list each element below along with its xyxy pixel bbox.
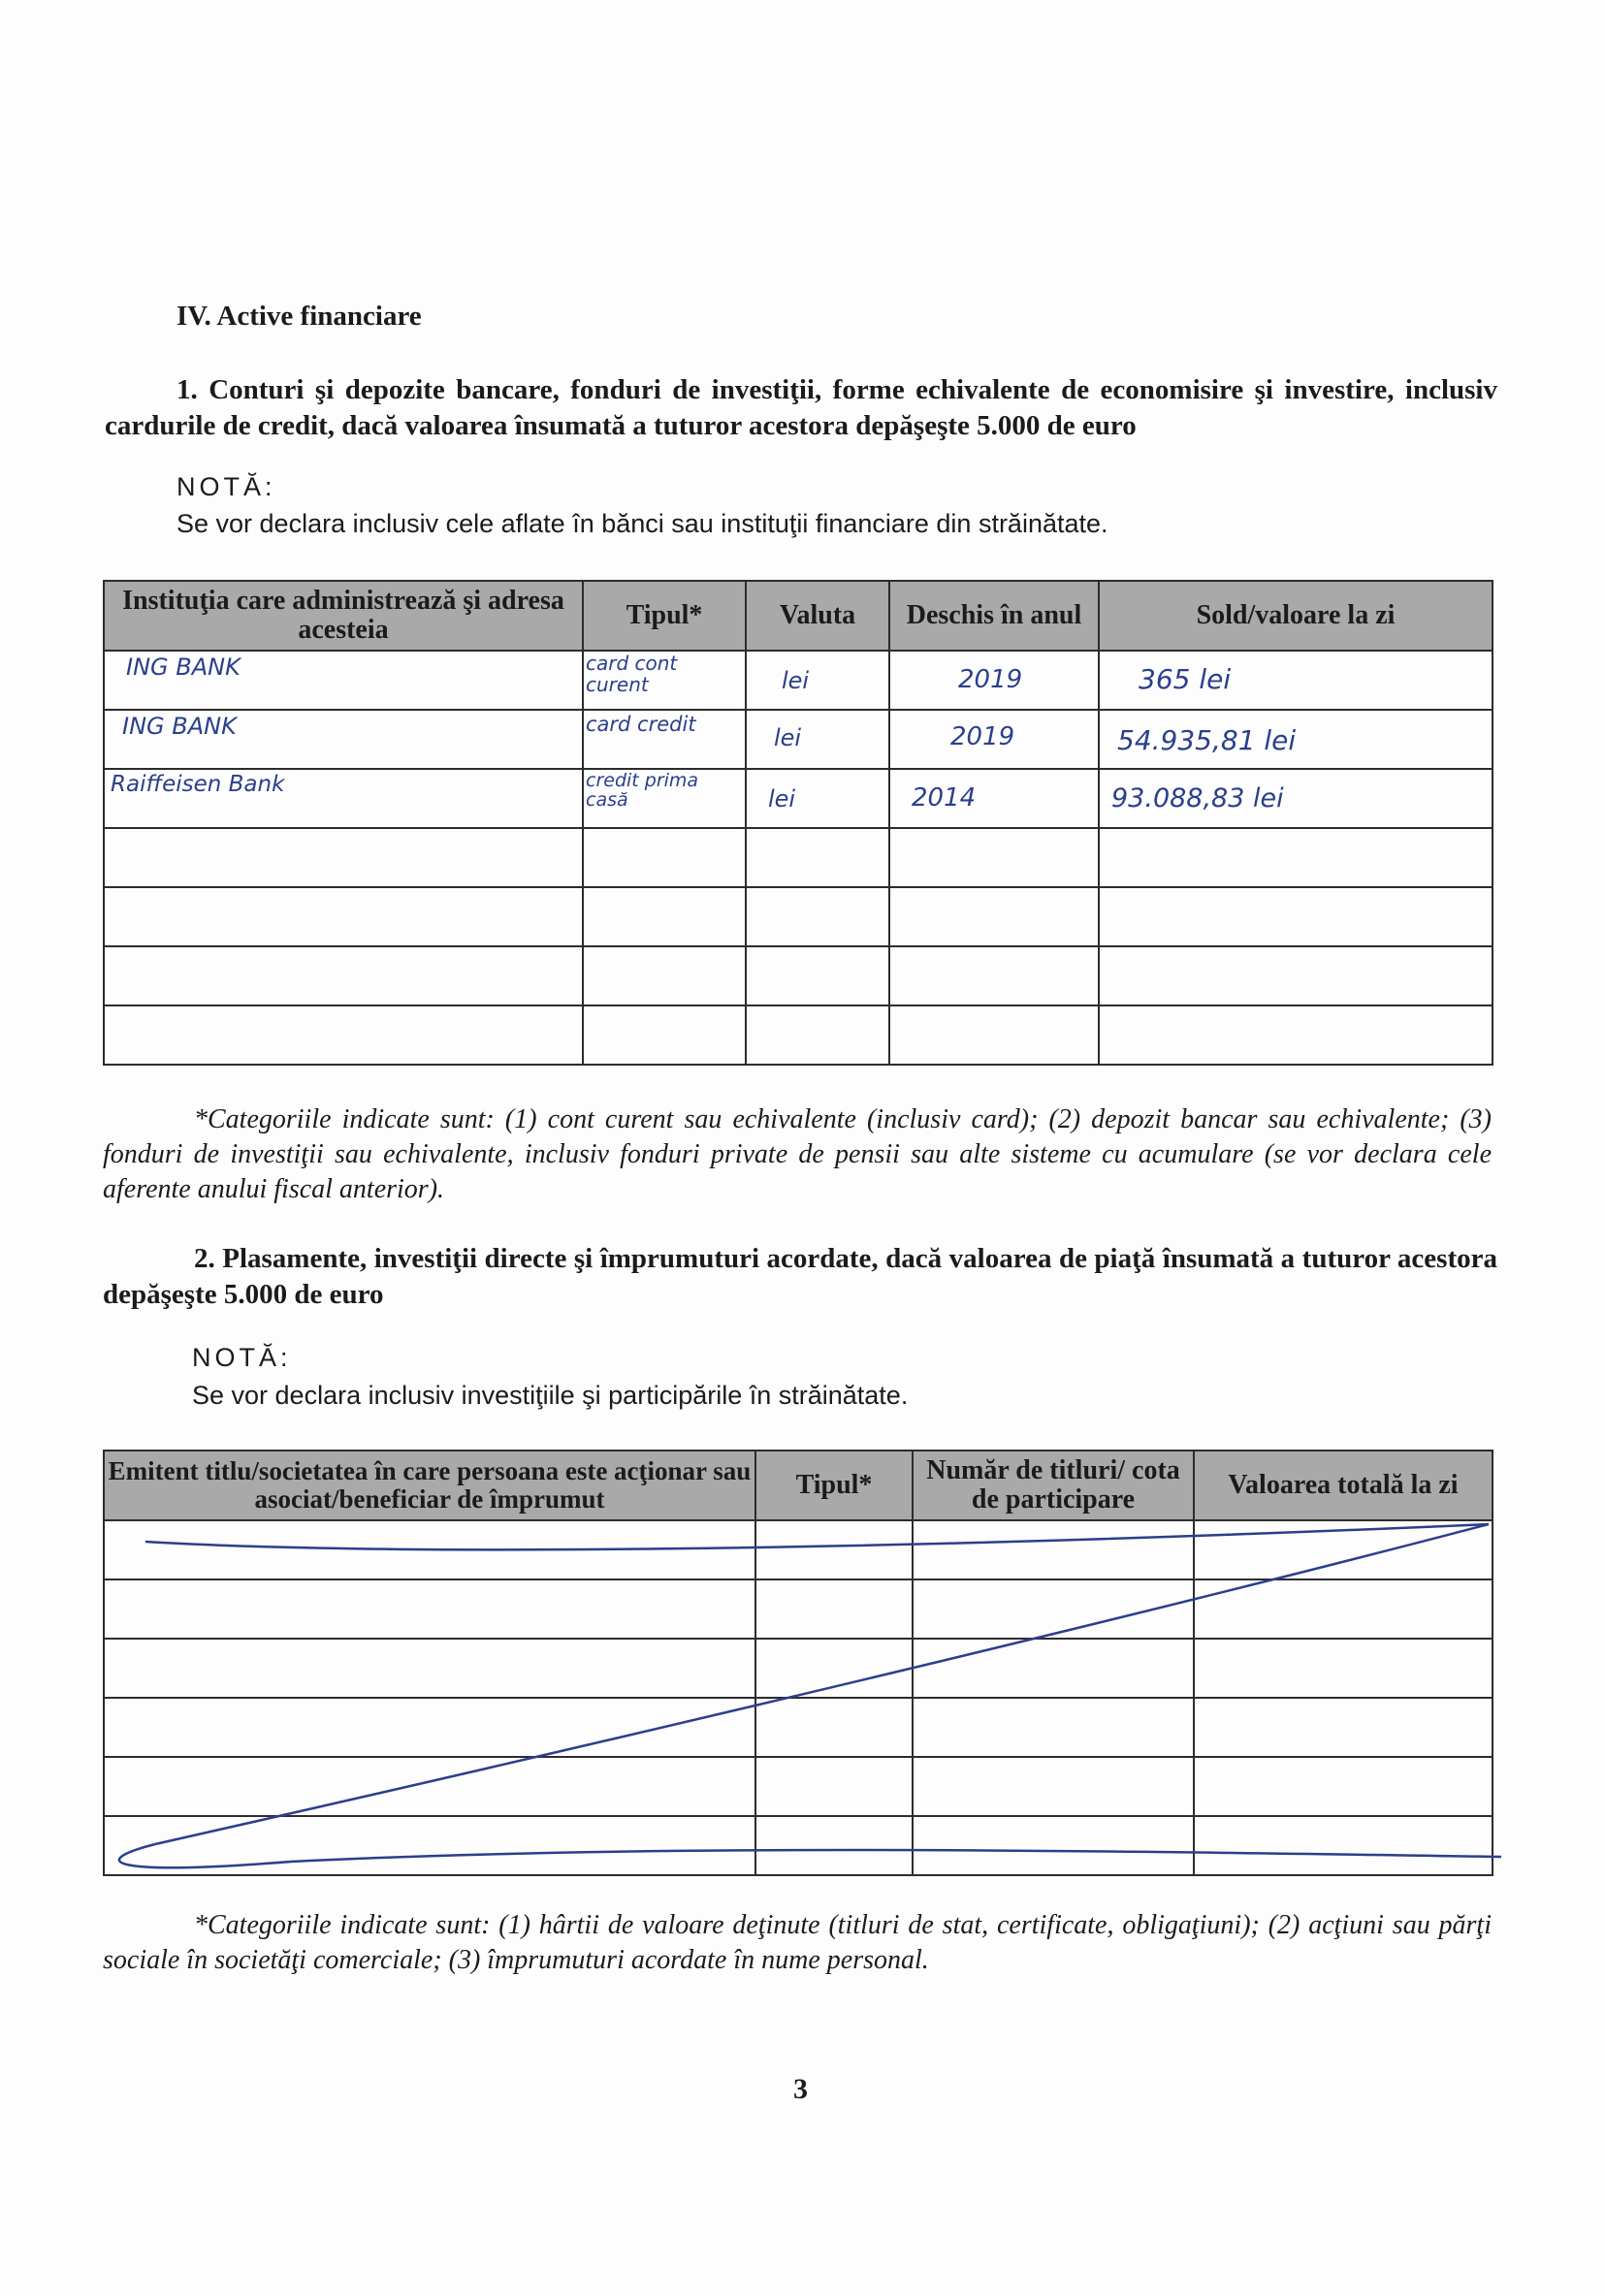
cell-type: credit prima casă	[583, 769, 746, 828]
header-type: Tipul*	[755, 1451, 913, 1520]
cell-currency: lei	[746, 769, 889, 828]
header-year: Deschis în anul	[889, 581, 1099, 651]
cell-currency: lei	[746, 651, 889, 710]
cell-institution: ING BANK	[104, 710, 583, 769]
cell-balance: 365 lei	[1099, 651, 1493, 710]
cell-balance: 93.088,83 lei	[1099, 769, 1493, 828]
header-count: Număr de titluri/ cota de participare	[913, 1451, 1194, 1520]
subsection-1-title: 1. Conturi şi depozite bancare, fonduri de investiţii, forme echivalente de economisire şi investire, inclusiv cardurile de credit, dacă valoarea însumată a tuturor acestora depăşeşte 5.000 de euro	[105, 374, 1497, 441]
footnote-2: *Categoriile indicate sunt: (1) hârtii de valoare deţinute (titluri de stat, certificate, obligaţiuni); (2) acţiuni sau părţi sociale în societăţi comerciale; (3) împrumuturi acordate în nume personal.	[103, 1910, 1492, 1975]
header-balance: Sold/valoare la zi	[1099, 581, 1493, 651]
cell-currency: lei	[746, 710, 889, 769]
header-type: Tipul*	[583, 581, 746, 651]
header-issuer: Emitent titlu/societatea în care persoana este acţionar sau asociat/beneficiar de împrumut	[104, 1451, 755, 1520]
cell-year: 2019	[889, 710, 1099, 769]
section-title: IV. Active financiare	[177, 301, 422, 332]
cell-balance: 54.935,81 lei	[1099, 710, 1493, 769]
header-institution: Instituţia care administrează şi adresa acesteia	[104, 581, 583, 651]
header-total-value: Valoarea totală la zi	[1194, 1451, 1493, 1520]
note-1-text: Se vor declara inclusiv cele aflate în bănci sau instituţii financiare din străinătate.	[177, 509, 1108, 538]
cell-type: card cont curent	[583, 651, 746, 710]
page-number: 3	[793, 2073, 808, 2105]
subsection-2-title: 2. Plasamente, investiţii directe şi împrumuturi acordate, dacă valoarea de piaţă însumată a tuturor acestora depăşeşte 5.000 de euro	[103, 1243, 1497, 1310]
cell-type: card credit	[583, 710, 746, 769]
cell-year: 2019	[889, 651, 1099, 710]
footnote-1: *Categoriile indicate sunt: (1) cont curent sau echivalente (inclusiv card); (2) depozit bancar sau echivalente; (3) fonduri de investiţii sau echivalente, inclusiv fonduri private de pensii sau alte sisteme cu acumulare (se vor declara cele aferente anului fiscal anterior).	[103, 1104, 1492, 1204]
cell-institution: Raiffeisen Bank	[104, 769, 583, 828]
header-currency: Valuta	[746, 581, 889, 651]
note-2-title: NOTĂ:	[192, 1343, 292, 1372]
cell-year: 2014	[889, 769, 1099, 828]
cell-institution: ING BANK	[104, 651, 583, 710]
note-1-title: NOTĂ:	[177, 472, 276, 501]
note-2-text: Se vor declara inclusiv investiţiile şi participările în străinătate.	[192, 1381, 909, 1410]
